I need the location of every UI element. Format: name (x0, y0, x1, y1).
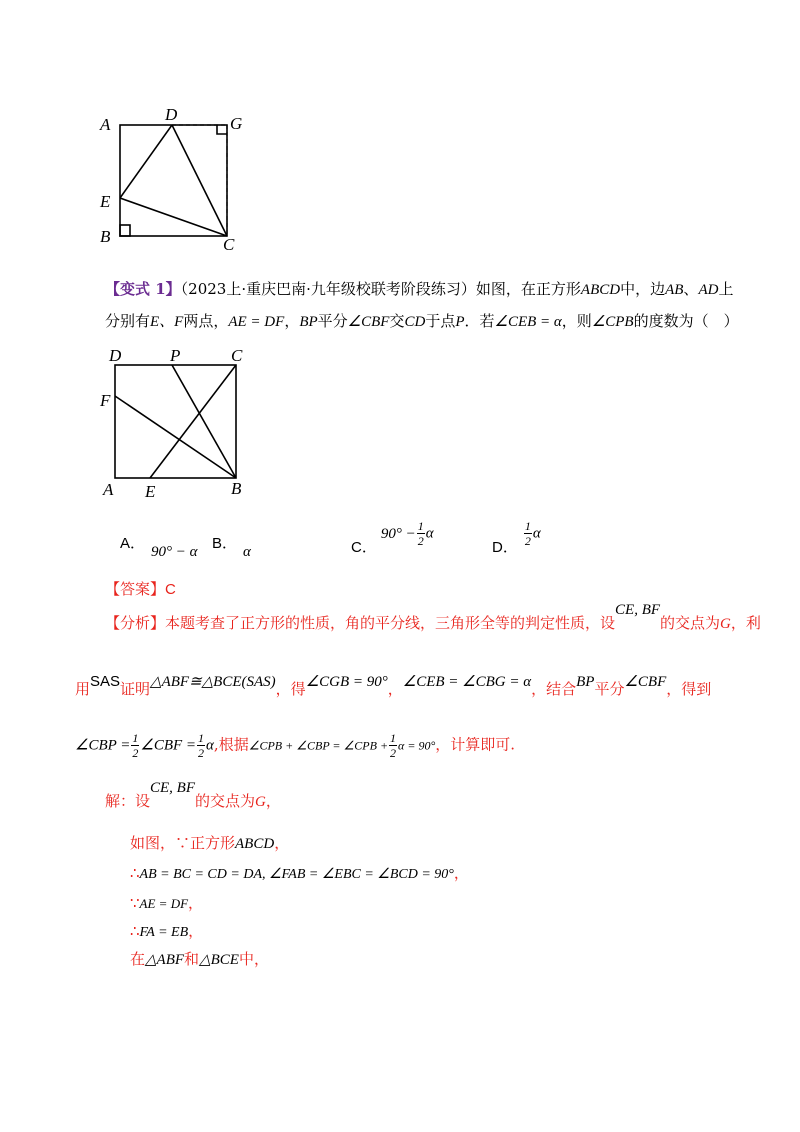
solution-step-5 (130, 948, 269, 969)
segment-PB (172, 365, 236, 478)
analysis-text: 证明 (120, 680, 151, 698)
label-C: C (231, 346, 243, 365)
therefore-symbol: ∴ (130, 864, 140, 882)
option-c-pre: 90° − (380, 525, 416, 542)
solution-text: ， (265, 792, 281, 810)
solution-text: ， (453, 864, 469, 882)
option-c-label: C． (351, 538, 377, 556)
solution-text: 如图，∵正方形 (130, 834, 236, 852)
square-ABCD-fig1 (120, 125, 227, 236)
math-CE-BF: CE, BF (615, 602, 661, 618)
answer-line (105, 578, 176, 599)
variant-text: 两点， (183, 312, 229, 330)
math-CPB: ∠CPB (591, 314, 634, 330)
fraction-numerator: 1 (417, 519, 424, 533)
math-CGB: ∠CGB = 90° (305, 674, 388, 690)
analysis-text: ,根据 (213, 735, 249, 754)
fraction-numerator: 1 (132, 731, 139, 745)
fraction-denominator: 2 (198, 746, 205, 760)
variant-text: 于点 (425, 312, 456, 330)
solution-text: 的交点为 (195, 792, 256, 810)
fraction-half (197, 732, 205, 759)
label-P: P (170, 346, 181, 365)
variant-text: 交 (389, 312, 405, 330)
math-CBF: ∠CBF (624, 674, 667, 690)
option-b[interactable] (212, 532, 251, 560)
math-ABF: △ABF (145, 952, 185, 968)
option-c-fraction (417, 520, 425, 547)
analysis-line-1 (105, 602, 761, 633)
label-F: F (100, 391, 111, 410)
solution-text: 和 (184, 950, 200, 968)
variant-text: 分别有 (105, 312, 151, 330)
variant-text: 中，边 (620, 280, 666, 298)
analysis-text: 用 (75, 680, 91, 698)
math-BCE: △BCE (199, 952, 239, 968)
answer-value: C (165, 581, 176, 598)
label-E: E (100, 192, 111, 211)
right-angle-B (120, 225, 130, 236)
fraction-half (389, 732, 397, 759)
analysis-tag: 【分析】 (105, 614, 166, 632)
option-c[interactable] (351, 519, 434, 556)
solution-line-1 (105, 780, 281, 811)
math-CEB-alpha: ∠CEB = α (494, 314, 562, 330)
math-alpha-90: α = 90° (398, 738, 436, 753)
analysis-line-2 (75, 670, 712, 698)
option-c-alpha: α (425, 525, 434, 542)
solution-text: ， (188, 922, 204, 940)
fraction-half (131, 732, 139, 759)
math-AD: AD (698, 282, 719, 298)
math-AB: AB (665, 282, 684, 298)
variant-source: （2023上·重庆巴南·九年级校联考阶段练习） (180, 280, 476, 298)
variant-text: 平分 (317, 312, 348, 330)
analysis-text: ，得到 (666, 680, 712, 698)
option-a-value: 90° − α (151, 544, 198, 560)
math-congruence: △ABF≅△BCE(SAS) (150, 674, 276, 690)
variant-line-1 (105, 278, 733, 299)
math-equal-sides: AB = BC = CD = DA, ∠FAB = ∠EBC = ∠BCD = 90° (139, 867, 454, 882)
analysis-line-3 (75, 732, 515, 759)
option-d-label: D． (492, 538, 518, 556)
right-angle-G (217, 125, 227, 134)
segment-EC (150, 365, 236, 478)
option-d-alpha: α (532, 525, 541, 542)
fraction-numerator: 1 (390, 731, 397, 745)
math-alpha: α (206, 737, 214, 754)
option-a-label: A． (120, 535, 146, 552)
variant-text: 、 (683, 280, 699, 298)
analysis-text: ，计算即可. (435, 735, 516, 754)
variant-text: 上 (718, 280, 734, 298)
fraction-denominator: 2 (390, 746, 397, 760)
math-CD: CD (404, 314, 426, 330)
figure-square-bisector (95, 340, 265, 500)
solution-step-1 (130, 832, 289, 853)
answer-tag: 【答案】 (105, 580, 166, 598)
solution-step-4 (130, 920, 203, 941)
math-FA-EB: FA = EB (139, 925, 189, 940)
variant-text: 如图，在正方形 (475, 280, 581, 298)
fraction-numerator: 1 (198, 731, 205, 745)
analysis-text: ，结合 (531, 680, 577, 698)
analysis-text: ，利 (730, 614, 761, 632)
analysis-text: ，得 (275, 680, 306, 698)
figure-square-triangle (95, 100, 255, 260)
variant-tag: 【变式 1】 (105, 280, 181, 298)
math-G: G (255, 794, 266, 810)
fraction-denominator: 2 (417, 534, 424, 548)
math-ABCD: ABCD (235, 836, 275, 852)
math-CEB-CBG: ∠CEB = ∠CBG = α (402, 674, 532, 690)
fraction-numerator: 1 (524, 519, 531, 533)
option-b-label: B． (212, 535, 238, 552)
analysis-text: 平分 (594, 680, 625, 698)
label-A: A (100, 115, 111, 134)
analysis-text: 本题考查了正方形的性质，角的平分线，三角形全等的判定性质，设 (165, 614, 616, 632)
math-BP: BP (576, 674, 595, 690)
analysis-text: 的交点为 (660, 614, 721, 632)
variant-text: 的度数为（ ） (633, 312, 739, 330)
math-CBP: ∠CBP = (75, 737, 131, 754)
math-CBF: ∠CBF = (140, 737, 197, 754)
solution-text: ， (188, 894, 204, 912)
option-b-value: α (243, 544, 251, 560)
solution-text: ， (274, 834, 290, 852)
math-AE-DF: AE = DF (139, 896, 189, 911)
label-B: B (100, 227, 111, 246)
square-DCBA-fig2 (115, 365, 236, 478)
math-CBF: ∠CBF (347, 314, 390, 330)
option-a[interactable] (120, 532, 198, 560)
option-d-fraction (524, 520, 532, 547)
analysis-text: ， (387, 680, 403, 698)
math-BP: BP (299, 314, 318, 330)
solution-text: 中， (238, 950, 269, 968)
math-AE-DF: AE = DF (228, 314, 285, 330)
label-B: B (231, 479, 242, 498)
solution-step-2 (130, 862, 469, 883)
variant-line-2 (105, 310, 739, 331)
math-SAS: SAS (90, 673, 121, 690)
math-CPB-sum: ∠CPB + ∠CBP = ∠CPB + (248, 738, 389, 753)
because-symbol: ∵ (130, 894, 140, 912)
math-EF: E、F (150, 314, 184, 330)
label-A: A (103, 480, 114, 499)
option-d[interactable] (492, 519, 541, 556)
label-E: E (145, 482, 156, 500)
variant-text: ， (284, 312, 300, 330)
label-D: D (165, 105, 178, 124)
fraction-denominator: 2 (132, 746, 139, 760)
math-ABCD: ABCD (580, 282, 621, 298)
math-P: P (455, 314, 465, 330)
math-G: G (720, 616, 731, 632)
label-D: D (109, 346, 122, 365)
solution-text: 在 (130, 950, 146, 968)
label-C: C (223, 235, 235, 254)
variant-text: ，则 (561, 312, 592, 330)
therefore-symbol: ∴ (130, 922, 140, 940)
variant-text: ．若 (464, 312, 495, 330)
fraction-denominator: 2 (524, 534, 531, 548)
segment-FB (115, 396, 236, 478)
label-G: G (230, 114, 243, 133)
solution-step-3 (130, 892, 203, 913)
math-CE-BF: CE, BF (150, 780, 196, 796)
segment-ED (120, 125, 172, 198)
solution-text: 解：设 (105, 792, 151, 810)
